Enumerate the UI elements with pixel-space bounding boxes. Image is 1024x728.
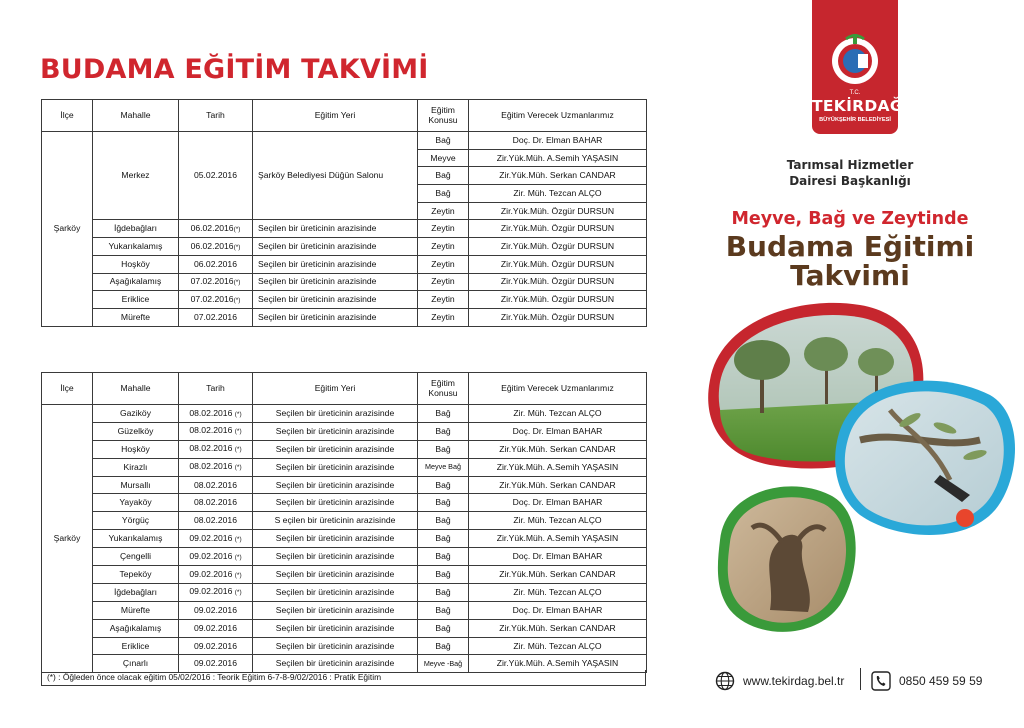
tarih-cell: [179, 308, 253, 326]
website-link[interactable]: www.tekirdag.bel.tr: [743, 674, 845, 688]
table-row: [42, 132, 647, 150]
tarih-value: 08.02.2016: [189, 425, 233, 436]
yer-cell: Seçilen bir üreticinin arazisinde: [253, 458, 418, 476]
morning-mark: (*): [233, 278, 241, 286]
mahalle-cell: Çınarlı: [93, 655, 179, 673]
tarih-value: 09.02.2016: [193, 604, 237, 615]
tarih-value: 08.02.2016: [189, 407, 233, 418]
yer-cell: Seçilen bir üreticinin arazisinde: [253, 255, 418, 273]
header-tarih: Tarih: [179, 373, 253, 405]
mahalle-cell: Mursallı: [93, 476, 179, 494]
uzman-cell: Zir.Yük.Müh. Özgür DURSUN: [469, 238, 647, 256]
page-title: BUDAMA EĞİTİM TAKVİMİ: [40, 54, 429, 85]
uzman-cell: Doç. Dr. Elman BAHAR: [469, 548, 647, 566]
table-row: [42, 512, 647, 530]
mahalle-cell: İğdebağları: [93, 583, 179, 601]
district-cell: Şarköy: [42, 132, 93, 327]
tarih-value: 07.02.2016: [190, 275, 234, 286]
konu-cell: Meyve -Bağ: [418, 655, 469, 673]
tarih-cell: [179, 255, 253, 273]
uzman-cell: Zir.Yük.Müh. Serkan CANDAR: [469, 440, 647, 458]
tarih-value: 08.02.2016: [189, 443, 233, 454]
morning-mark: (*): [233, 225, 241, 233]
headline-big-line-1: Budama Eğitimi: [725, 230, 975, 263]
konu-cell: Bağ: [418, 530, 469, 548]
konu-cell: Zeytin: [418, 238, 469, 256]
tarih-cell: [179, 238, 253, 256]
uzman-cell: Zir.Yük.Müh. Özgür DURSUN: [469, 220, 647, 238]
uzman-cell: Zir.Yük.Müh. Serkan CANDAR: [469, 476, 647, 494]
konu-cell: Bağ: [418, 422, 469, 440]
municipality-subtitle: BÜYÜKŞEHİR BELEDİYESİ: [819, 117, 891, 123]
morning-mark: (*): [234, 535, 242, 543]
yer-cell: Seçilen bir üreticinin arazisinde: [253, 291, 418, 309]
morning-mark: (*): [234, 571, 242, 579]
globe-icon: [715, 671, 735, 691]
uzman-cell: Zir.Yük.Müh. A.Semih YAŞASIN: [469, 655, 647, 673]
konu-cell: Bağ: [418, 167, 469, 185]
table-row: [42, 220, 647, 238]
table-row: [42, 637, 647, 655]
mahalle-cell: Eriklice: [93, 291, 179, 309]
mahalle-cell: Hoşköy: [93, 255, 179, 273]
konu-cell: Bağ: [418, 548, 469, 566]
konu-cell: Bağ: [418, 494, 469, 512]
yer-cell: Seçilen bir üreticinin arazisinde: [253, 476, 418, 494]
uzman-cell: Zir. Müh. Tezcan ALÇO: [469, 512, 647, 530]
uzman-cell: Zir.Yük.Müh. A.Semih YAŞASIN: [469, 458, 647, 476]
headline-big: [700, 232, 1000, 290]
table-row: [42, 619, 647, 637]
uzman-cell: Doç. Dr. Elman BAHAR: [469, 494, 647, 512]
table-header-row: [42, 100, 647, 132]
yer-cell: Seçilen bir üreticinin arazisinde: [253, 494, 418, 512]
header-ilce: İlçe: [42, 100, 93, 132]
konu-cell: Bağ: [418, 405, 469, 423]
table-row: [42, 440, 647, 458]
mahalle-cell: Güzelköy: [93, 422, 179, 440]
table-header-row: [42, 373, 647, 405]
tarih-cell: [179, 530, 253, 548]
morning-mark: (*): [234, 428, 242, 436]
tarih-value: 07.02.2016: [190, 293, 234, 304]
mahalle-cell: Mürefte: [93, 308, 179, 326]
yer-cell: Seçilen bir üreticinin arazisinde: [253, 440, 418, 458]
yer-cell: Seçilen bir üreticinin arazisinde: [253, 619, 418, 637]
header-egitim-konusu: [418, 100, 469, 132]
mahalle-cell: Yukarıkalamış: [93, 238, 179, 256]
konu-cell: Bağ: [418, 619, 469, 637]
header-konu-line2: Konusu: [428, 387, 458, 398]
yer-cell: Şarköy Belediyesi Düğün Salonu: [253, 132, 418, 220]
konu-cell: Zeytin: [418, 255, 469, 273]
pruning-shears-photo: [835, 381, 1015, 535]
header-konu-line1: Eğitim: [431, 105, 455, 116]
phone-number[interactable]: 0850 459 59 59: [899, 674, 983, 688]
table-row: [42, 273, 647, 291]
phone-icon: [871, 671, 891, 691]
yer-cell: Seçilen bir üreticinin arazisinde: [253, 655, 418, 673]
table-row: [42, 566, 647, 584]
department-name: [730, 157, 970, 189]
header-tarih: Tarih: [179, 100, 253, 132]
yer-cell: S eçilen bir üreticinin arazisinde: [253, 512, 418, 530]
mahalle-cell: Yayaköy: [93, 494, 179, 512]
mahalle-cell: Aşağıkalamış: [93, 619, 179, 637]
mahalle-cell: Çengelli: [93, 548, 179, 566]
table-row: [42, 238, 647, 256]
mahalle-cell: Kirazlı: [93, 458, 179, 476]
tarih-cell: [179, 566, 253, 584]
orchard-photo-collage: [690, 290, 1020, 660]
mahalle-cell: Yörgüç: [93, 512, 179, 530]
tarih-value: 09.02.2016: [193, 658, 237, 669]
uzman-cell: Doç. Dr. Elman BAHAR: [469, 422, 647, 440]
tarih-cell: [179, 512, 253, 530]
tarih-value: 09.02.2016: [193, 622, 237, 633]
tarih-cell: [179, 458, 253, 476]
konu-cell: Zeytin: [418, 291, 469, 309]
tarih-cell: [179, 583, 253, 601]
tc-label: T.C.: [849, 90, 861, 96]
tarih-cell: [179, 476, 253, 494]
mahalle-cell: Tepeköy: [93, 566, 179, 584]
header-ilce: İlçe: [42, 373, 93, 405]
tarih-value: 09.02.2016: [189, 532, 233, 543]
mahalle-cell: Hoşköy: [93, 440, 179, 458]
tarih-value: 06.02.2016: [190, 222, 234, 233]
municipality-name: TEKİRDAĞ: [812, 97, 903, 115]
header-egitim-konusu: [418, 373, 469, 405]
konu-cell: Meyve Bağ: [418, 458, 469, 476]
tarih-cell: [179, 405, 253, 423]
yer-cell: Seçilen bir üreticinin arazisinde: [253, 405, 418, 423]
header-egitim-yeri: Eğitim Yeri: [253, 100, 418, 132]
yer-cell: Seçilen bir üreticinin arazisinde: [253, 583, 418, 601]
department-line-1: Tarımsal Hizmetler: [786, 158, 914, 172]
tarih-cell: [179, 273, 253, 291]
morning-mark: (*): [234, 553, 242, 561]
tarih-value: 08.02.2016: [189, 461, 233, 472]
table-row: [42, 255, 647, 273]
tarih-cell: [179, 494, 253, 512]
schedule-table-1: [41, 99, 647, 327]
header-mahalle: Mahalle: [93, 100, 179, 132]
konu-cell: Zeytin: [418, 220, 469, 238]
uzman-cell: Zir.Yük.Müh. Özgür DURSUN: [469, 255, 647, 273]
konu-cell: Bağ: [418, 440, 469, 458]
headline-small: Meyve, Bağ ve Zeytinde: [731, 209, 969, 229]
konu-cell: Bağ: [418, 583, 469, 601]
konu-cell: Bağ: [418, 601, 469, 619]
tarih-value: 08.02.2016: [193, 497, 237, 508]
header-uzman: Eğitim Verecek Uzmanlarımız: [469, 373, 647, 405]
grapevine-stump-photo: [718, 486, 856, 631]
table-row: [42, 422, 647, 440]
table-row: [42, 308, 647, 326]
konu-cell: Bağ: [418, 566, 469, 584]
yer-cell: Seçilen bir üreticinin arazisinde: [253, 273, 418, 291]
tarih-value: 09.02.2016: [189, 586, 233, 597]
yer-cell: Seçilen bir üreticinin arazisinde: [253, 422, 418, 440]
tarih-value: 06.02.2016: [193, 258, 237, 269]
uzman-cell: Doç. Dr. Elman BAHAR: [469, 132, 647, 150]
tarih-cell: [179, 637, 253, 655]
uzman-cell: Zir. Müh. Tezcan ALÇO: [469, 405, 647, 423]
mahalle-cell: Mürefte: [93, 601, 179, 619]
mahalle-cell: Yukarıkalamış: [93, 530, 179, 548]
district-cell: Şarköy: [42, 405, 93, 673]
tarih-cell: [179, 548, 253, 566]
morning-mark: (*): [234, 589, 242, 597]
tarih-value: 09.02.2016: [189, 568, 233, 579]
tarih-cell: [179, 422, 253, 440]
morning-mark: (*): [234, 446, 242, 454]
table-row: [42, 601, 647, 619]
konu-cell: Bağ: [418, 476, 469, 494]
uzman-cell: Zir.Yük.Müh. Serkan CANDAR: [469, 566, 647, 584]
morning-mark: (*): [233, 243, 241, 251]
yer-cell: Seçilen bir üreticinin arazisinde: [253, 238, 418, 256]
uzman-cell: Zir.Yük.Müh. A.Semih YAŞASIN: [469, 530, 647, 548]
mahalle-cell: Merkez: [93, 132, 179, 220]
konu-cell: Meyve: [418, 149, 469, 167]
yer-cell: Seçilen bir üreticinin arazisinde: [253, 530, 418, 548]
konu-cell: Bağ: [418, 185, 469, 203]
tarih-value: 09.02.2016: [193, 640, 237, 651]
uzman-cell: Doç. Dr. Elman BAHAR: [469, 601, 647, 619]
morning-mark: (*): [234, 410, 242, 418]
table-row: [42, 494, 647, 512]
yer-cell: Seçilen bir üreticinin arazisinde: [253, 637, 418, 655]
schedule-table-2: [41, 372, 647, 673]
uzman-cell: Zir.Yük.Müh. Serkan CANDAR: [469, 619, 647, 637]
tarih-cell: 05.02.2016: [179, 132, 253, 220]
tarih-cell: [179, 619, 253, 637]
uzman-cell: Zir. Müh. Tezcan ALÇO: [469, 185, 647, 203]
uzman-cell: Zir.Yük.Müh. A.Semih YAŞASIN: [469, 149, 647, 167]
uzman-cell: Zir.Yük.Müh. Özgür DURSUN: [469, 273, 647, 291]
tarih-value: 06.02.2016: [190, 240, 234, 251]
tarih-cell: [179, 291, 253, 309]
header-konu-line1: Eğitim: [431, 378, 455, 389]
yer-cell: Seçilen bir üreticinin arazisinde: [253, 308, 418, 326]
table-row: [42, 291, 647, 309]
uzman-cell: Zir.Yük.Müh. Serkan CANDAR: [469, 167, 647, 185]
tarih-cell: [179, 440, 253, 458]
konu-cell: Bağ: [418, 637, 469, 655]
yer-cell: Seçilen bir üreticinin arazisinde: [253, 548, 418, 566]
department-line-2: Dairesi Başkanlığı: [789, 174, 911, 188]
konu-cell: Zeytin: [418, 273, 469, 291]
table-row: [42, 548, 647, 566]
table-row: [42, 476, 647, 494]
table-row: [42, 530, 647, 548]
mahalle-cell: İğdebağları: [93, 220, 179, 238]
uzman-cell: Zir.Yük.Müh. Özgür DURSUN: [469, 291, 647, 309]
headline-big-line-2: Takvimi: [790, 259, 910, 292]
table-row: [42, 405, 647, 423]
tarih-value: 08.02.2016: [193, 479, 237, 490]
tarih-value: 08.02.2016: [193, 515, 237, 526]
uzman-cell: Zir. Müh. Tezcan ALÇO: [469, 637, 647, 655]
konu-cell: Zeytin: [418, 202, 469, 220]
header-uzman: Eğitim Verecek Uzmanlarımız: [469, 100, 647, 132]
morning-mark: (*): [234, 464, 242, 472]
table-row: [42, 458, 647, 476]
konu-cell: Bağ: [418, 512, 469, 530]
mahalle-cell: Eriklice: [93, 637, 179, 655]
header-egitim-yeri: Eğitim Yeri: [253, 373, 418, 405]
morning-mark: (*): [233, 296, 241, 304]
contact-divider: [860, 668, 861, 690]
yer-cell: Seçilen bir üreticinin arazisinde: [253, 220, 418, 238]
yer-cell: Seçilen bir üreticinin arazisinde: [253, 566, 418, 584]
uzman-cell: Zir. Müh. Tezcan ALÇO: [469, 583, 647, 601]
uzman-cell: Zir.Yük.Müh. Özgür DURSUN: [469, 308, 647, 326]
municipality-logo-icon: [818, 30, 892, 90]
tarih-value: 09.02.2016: [189, 550, 233, 561]
mahalle-cell: Gaziköy: [93, 405, 179, 423]
konu-cell: Zeytin: [418, 308, 469, 326]
tarih-value: 07.02.2016: [193, 311, 237, 322]
uzman-cell: Zir.Yük.Müh. Özgür DURSUN: [469, 202, 647, 220]
footnote: (*) : Öğleden önce olacak eğitim 05/02/2016 : Teorik Eğitim 6-7-8-9/02/2016 : Pratik Eğitim: [41, 670, 646, 686]
konu-cell: Bağ: [418, 132, 469, 150]
mahalle-cell: Aşağıkalamış: [93, 273, 179, 291]
tarih-cell: [179, 601, 253, 619]
yer-cell: Seçilen bir üreticinin arazisinde: [253, 601, 418, 619]
header-mahalle: Mahalle: [93, 373, 179, 405]
header-konu-line2: Konusu: [428, 114, 458, 125]
table-row: [42, 583, 647, 601]
tarih-cell: [179, 220, 253, 238]
